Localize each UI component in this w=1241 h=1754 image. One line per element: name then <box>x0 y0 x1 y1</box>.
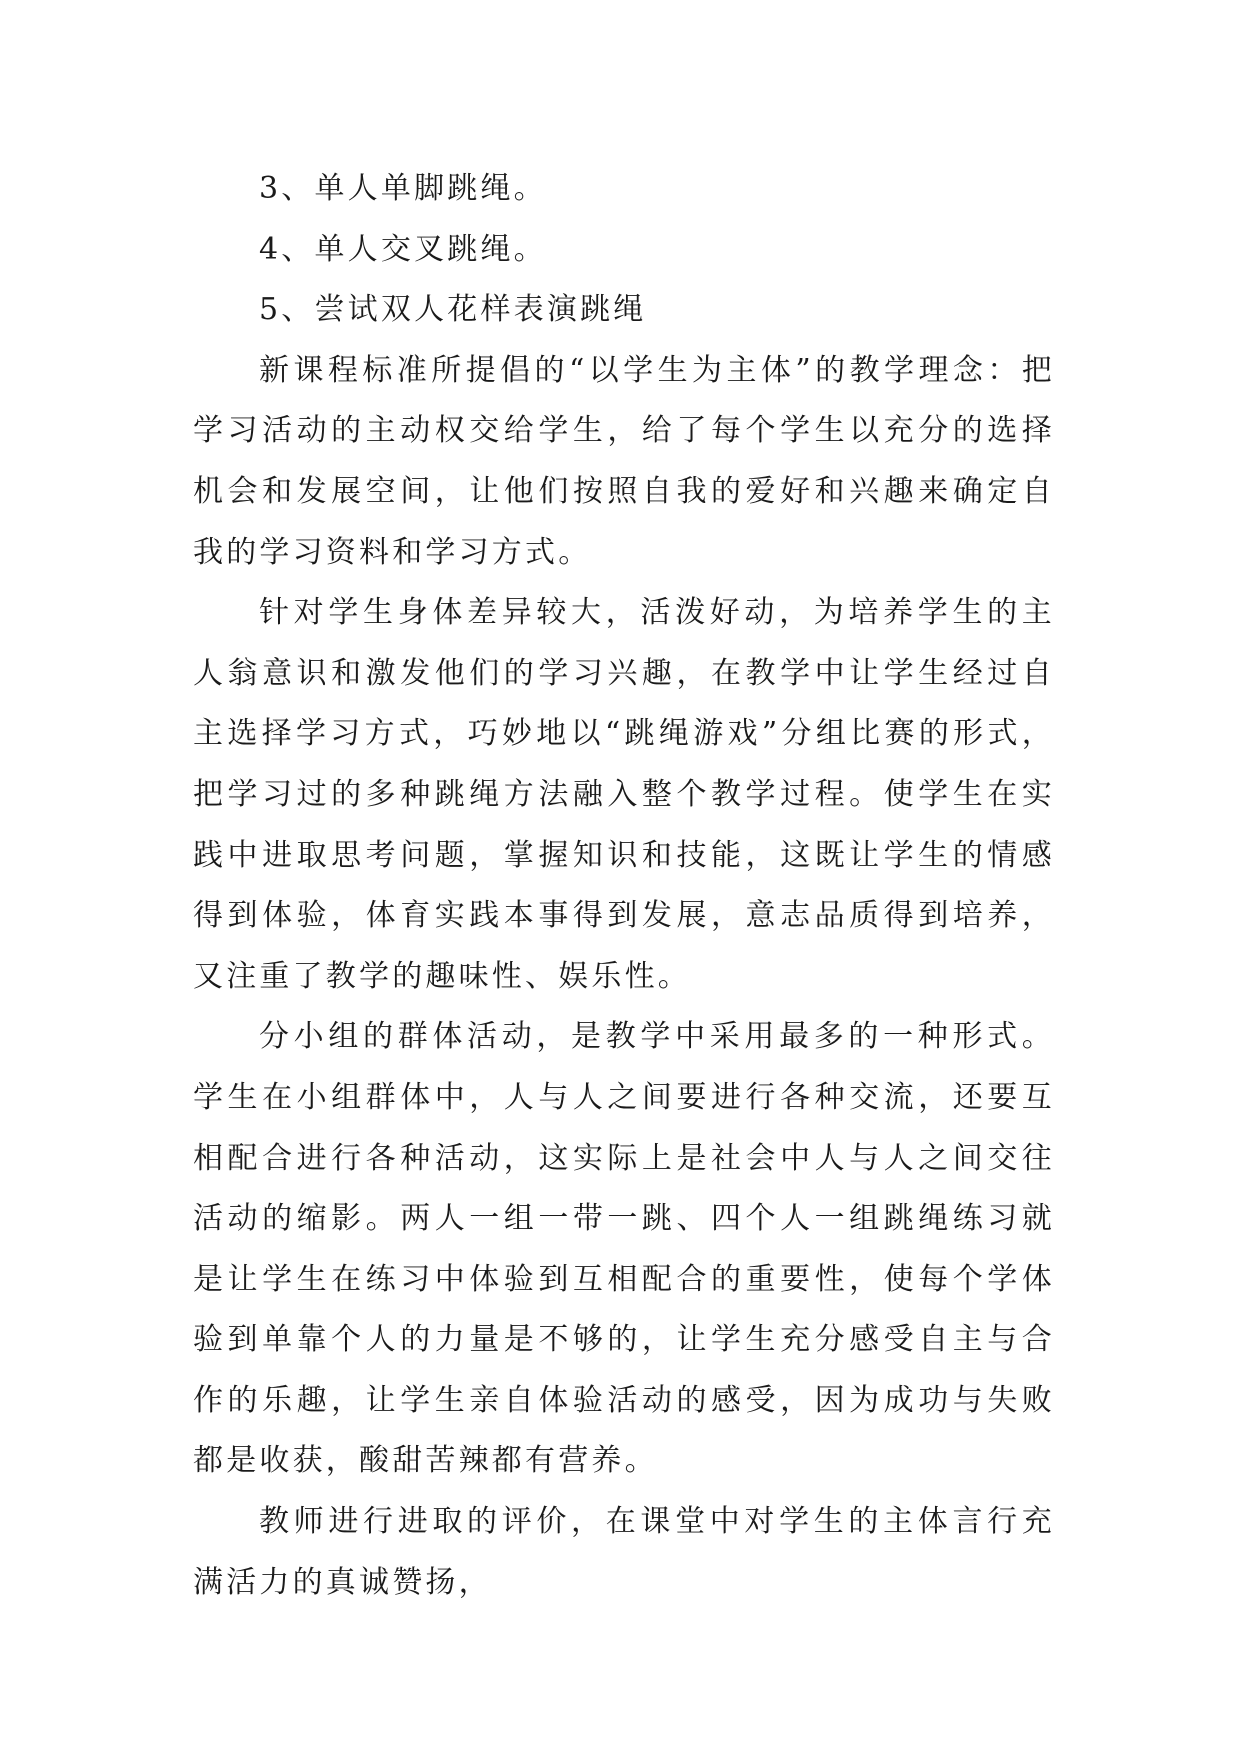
paragraph: 分小组的群体活动，是教学中采用最多的一种形式。学生在小组群体中，人与人之间要进行各种交流，还要互相配合进行各种活动，这实际上是社会中人与人之间交往活动的缩影。两人一组一带一跳、四个人一组跳绳练习就是让学生在练习中体验到互相配合的重要性，使每个学体验到单靠个人的力量是不够的，让学生充分感受自主与合作的乐趣，让学生亲自体验活动的感受，因为成功与失败都是收获，酸甜苦辣都有营养。 <box>193 1019 1055 1479</box>
paragraph: 教师进行进取的评价，在课堂中对学生的主体言行充满活力的真诚赞扬， <box>193 1504 1055 1600</box>
list-item: 3、单人单脚跳绳。 <box>259 171 547 206</box>
paragraph: 新课程标准所提倡的“以学生为主体”的教学理念：把学习活动的主动权交给学生，给了每个学生以充分的选择机会和发展空间，让他们按照自我的爱好和兴趣来确定自我的学习资料和学习方式。 <box>193 352 1055 570</box>
document-body <box>193 159 1055 1613</box>
list-item: 5、尝试双人花样表演跳绳 <box>259 292 647 328</box>
list-item: 4、单人交叉跳绳。 <box>259 231 547 267</box>
paragraph: 针对学生身体差异较大，活泼好动，为培养学生的主人翁意识和激发他们的学习兴趣，在教学中让学生经过自主选择学习方式，巧妙地以“跳绳游戏”分组比赛的形式，把学习过的多种跳绳方法融入整个教学过程。使学生在实践中进取思考问题，掌握知识和技能，这既让学生的情感得到体验，体育实践本事得到发展，意志品质得到培养，又注重了教学的趣味性、娱乐性。 <box>193 595 1055 994</box>
